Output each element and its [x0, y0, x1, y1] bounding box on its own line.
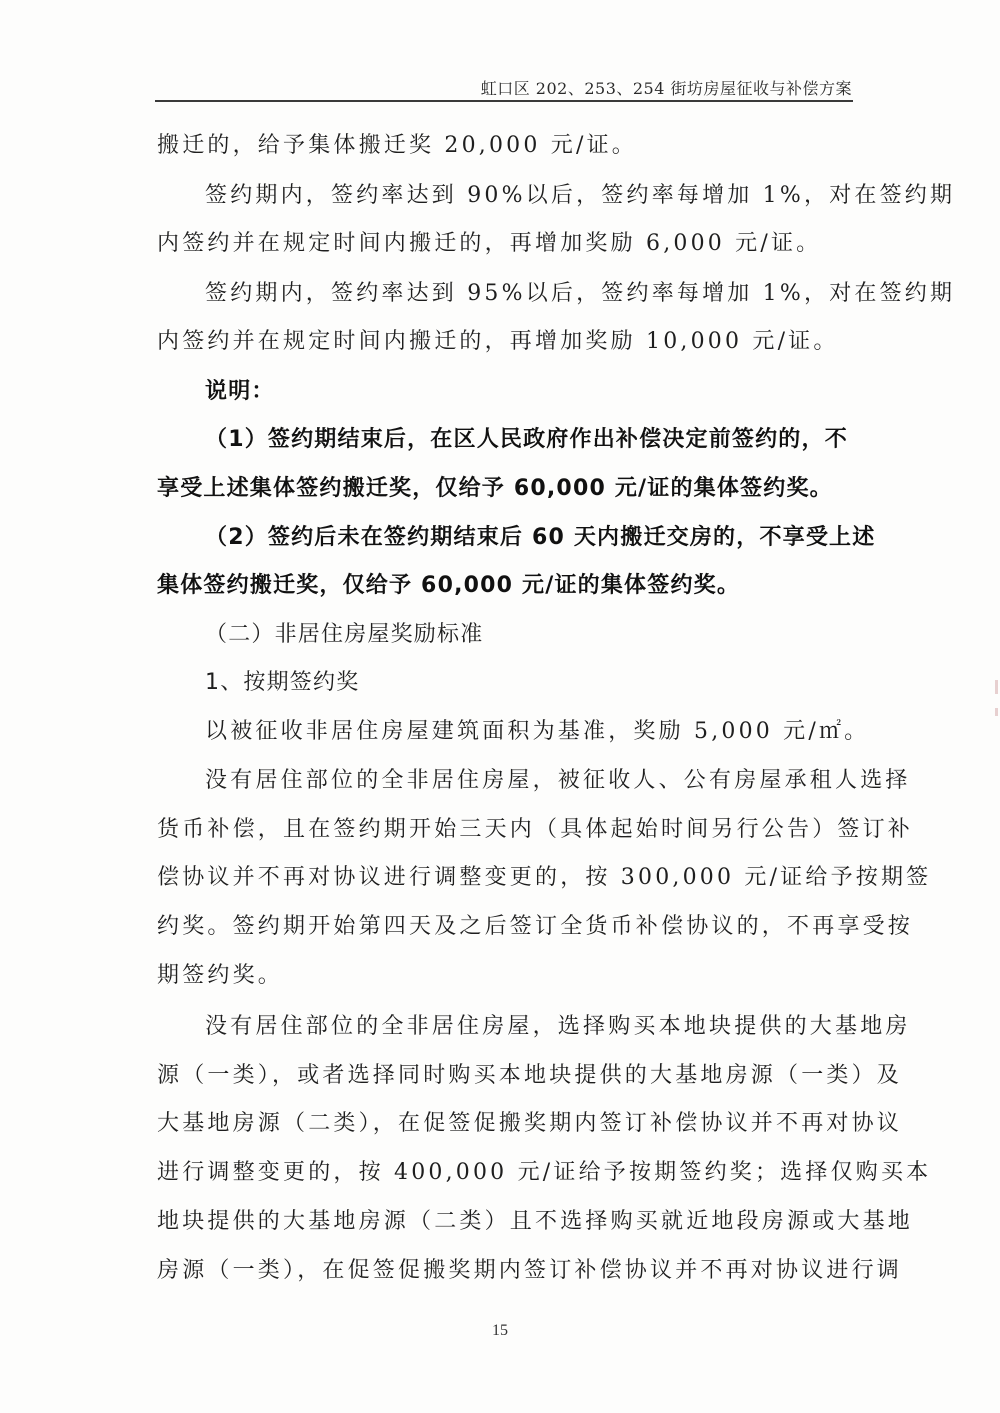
text-line: 进行调整变更的，按 400,000 元/证给予按期签约奖；选择仅购买本: [157, 1160, 932, 1185]
note-item-1-cont: 享受上述集体签约搬迁奖，仅给予 60,000 元/证的集体签约奖。: [157, 476, 833, 501]
subsection-heading: 1、按期签约奖: [205, 670, 360, 695]
header-divider: [155, 100, 853, 102]
note-item-1: （1）签约期结束后，在区人民政府作出补偿决定前签约的，不: [205, 427, 848, 452]
text-line: 约奖。签约期开始第四天及之后签订全货币补偿协议的，不再享受按: [157, 914, 914, 939]
text-line: 大基地房源（二类），在促签促搬奖期内签订补偿协议并不再对协议: [157, 1111, 903, 1136]
text-line: 没有居住部位的全非居住房屋，被征收人、公有房屋承租人选择: [205, 768, 911, 793]
text-line: 签约期内，签约率达到 90%以后，签约率每增加 1%，对在签约期: [205, 183, 956, 208]
note-item-2-cont: 集体签约搬迁奖，仅给予 60,000 元/证的集体签约奖。: [157, 573, 741, 598]
text-line: 货币补偿，且在签约期开始三天内（具体起始时间另行公告）签订补: [157, 817, 914, 842]
note-heading: 说明：: [205, 379, 275, 404]
text-line: 搬迁的，给予集体搬迁奖 20,000 元/证。: [157, 133, 637, 158]
text-line: 源（一类），或者选择同时购买本地块提供的大基地房源（一类）及: [157, 1063, 903, 1088]
text-line: 内签约并在规定时间内搬迁的，再增加奖励 6,000 元/证。: [157, 231, 822, 256]
text-line: 内签约并在规定时间内搬迁的，再增加奖励 10,000 元/证。: [157, 329, 839, 354]
scan-mark: [995, 680, 998, 694]
page-number: 15: [492, 1322, 508, 1339]
header-title: 虹口区 202、253、254 街坊房屋征收与补偿方案: [480, 79, 852, 98]
text-line: 房源（一类），在促签促搬奖期内签订补偿协议并不再对协议进行调: [157, 1258, 903, 1283]
text-line: 签约期内，签约率达到 95%以后，签约率每增加 1%，对在签约期: [205, 281, 956, 306]
note-item-2: （2）签约后未在签约期结束后 60 天内搬迁交房的，不享受上述: [205, 525, 876, 550]
text-line: 没有居住部位的全非居住房屋，选择购买本地块提供的大基地房: [205, 1014, 911, 1039]
scan-mark: [995, 708, 998, 716]
text-line: 期签约奖。: [157, 963, 284, 988]
section-heading: （二）非居住房屋奖励标准: [205, 622, 484, 647]
text-line: 偿协议并不再对协议进行调整变更的，按 300,000 元/证给予按期签: [157, 865, 932, 890]
text-line: 以被征收非居住房屋建筑面积为基准，奖励 5,000 元/㎡。: [205, 719, 870, 744]
text-line: 地块提供的大基地房源（二类）且不选择购买就近地段房源或大基地: [157, 1209, 914, 1234]
